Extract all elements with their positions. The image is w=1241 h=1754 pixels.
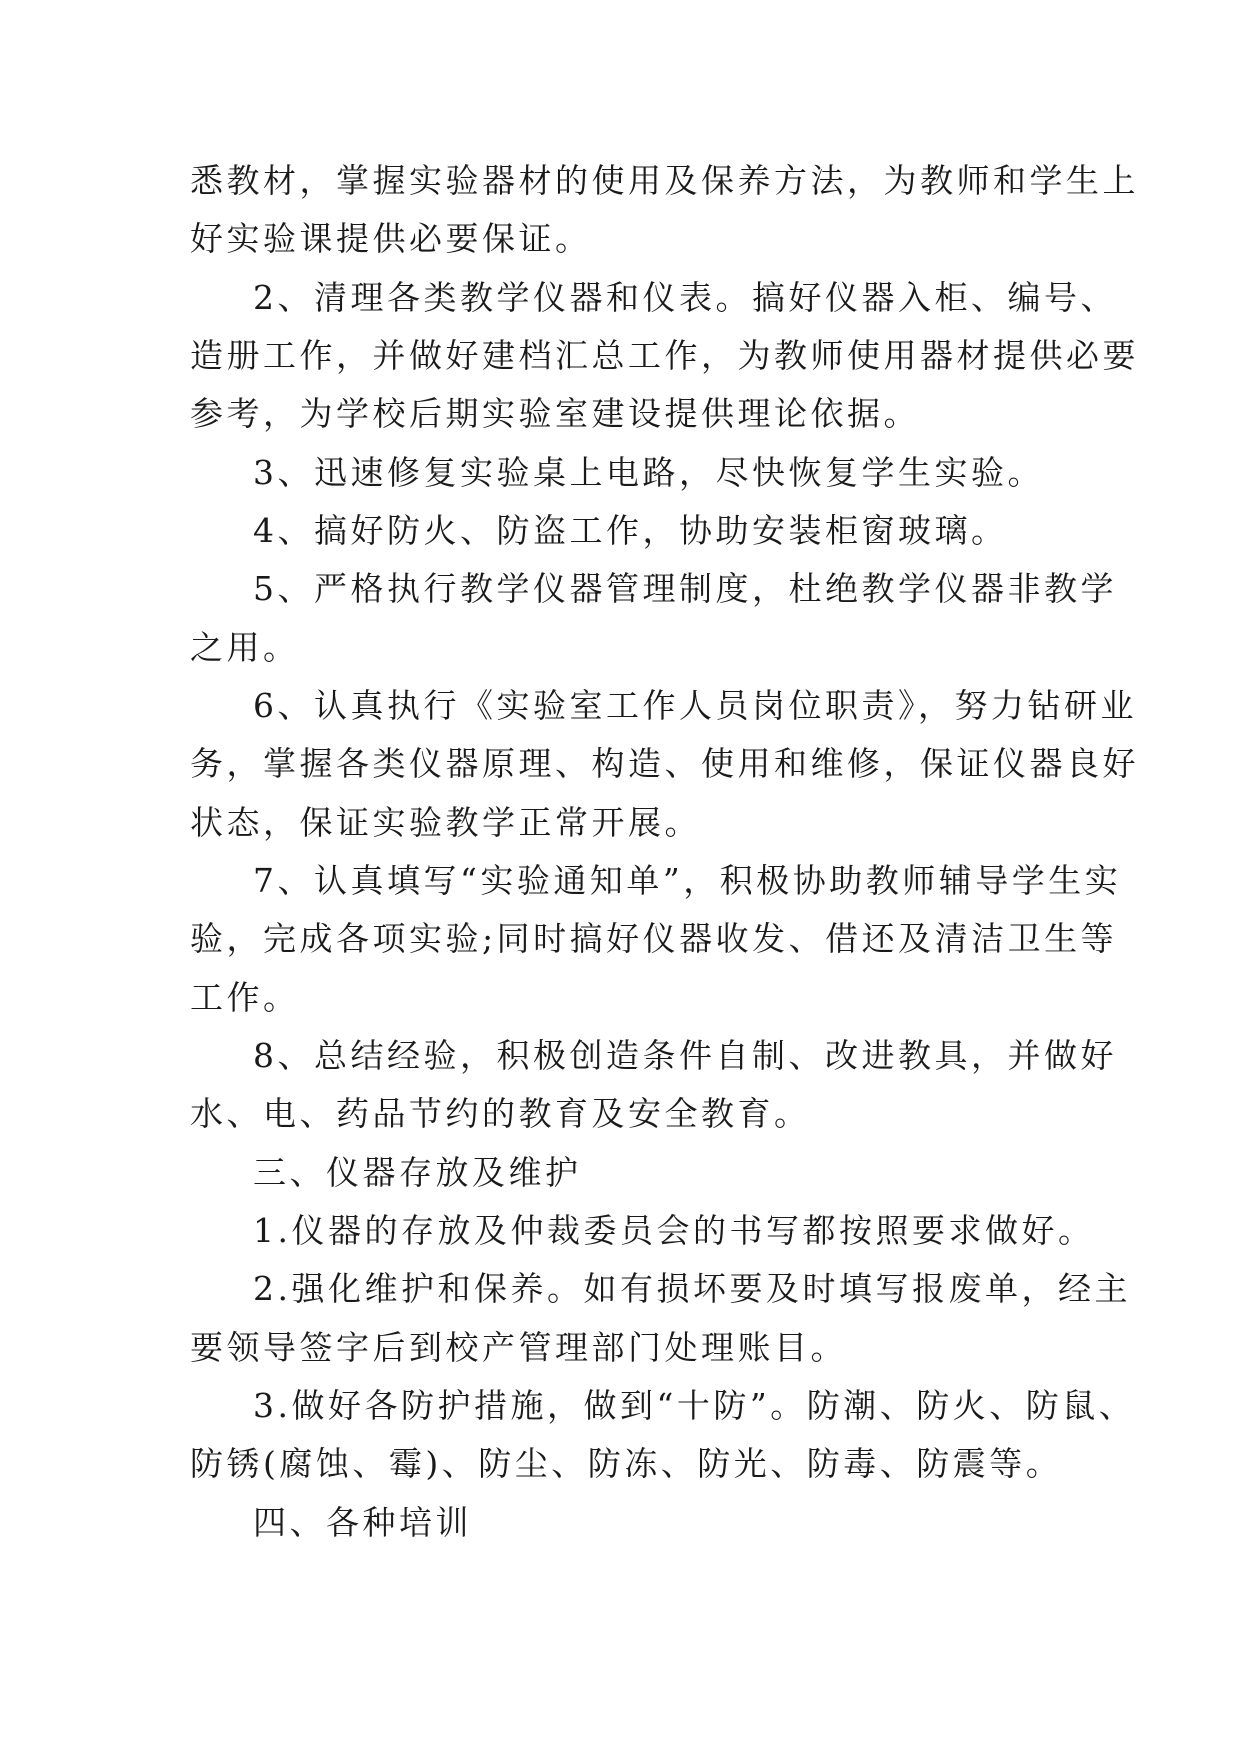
body-line: 状态，保证实验教学正常开展。 [190, 803, 701, 842]
body-line: 造册工作，并做好建档汇总工作，为教师使用器材提供必要 [190, 336, 1139, 375]
item-2-line: 2、清理各类教学仪器和仪表。搞好仪器入柜、编号、 [253, 278, 1117, 317]
body-line: 防锈(腐蚀、霉)、防尘、防冻、防光、防毒、防震等。 [190, 1444, 1063, 1483]
body-line: 要领导签字后到校产管理部门处理账目。 [190, 1328, 847, 1367]
sub-item-1-line: 1.仪器的存放及仲裁委员会的书写都按照要求做好。 [253, 1211, 1095, 1250]
body-line: 工作。 [190, 978, 300, 1017]
body-line: 水、电、药品节约的教育及安全教育。 [190, 1094, 811, 1133]
body-line: 之用。 [190, 628, 300, 667]
section-heading-3: 三、仪器存放及维护 [253, 1153, 582, 1192]
item-5-line: 5、严格执行教学仪器管理制度，杜绝教学仪器非教学 [253, 569, 1117, 608]
item-8-line: 8、总结经验，积极创造条件自制、改进教具，并做好 [253, 1036, 1117, 1075]
item-6-line: 6、认真执行《实验室工作人员岗位职责》，努力钻研业 [253, 686, 1137, 725]
body-line: 务，掌握各类仪器原理、构造、使用和维修，保证仪器良好 [190, 744, 1139, 783]
item-4-line: 4、搞好防火、防盗工作，协助安装柜窗玻璃。 [253, 511, 1008, 550]
body-line: 悉教材，掌握实验器材的使用及保养方法，为教师和学生上 [190, 161, 1139, 200]
item-7-line: 7、认真填写“实验通知单”，积极协助教师辅导学生实 [253, 861, 1122, 900]
body-line: 参考，为学校后期实验室建设提供理论依据。 [190, 394, 920, 433]
sub-item-2-line: 2.强化维护和保养。如有损坏要及时填写报废单，经主 [253, 1269, 1131, 1308]
item-3-line: 3、迅速修复实验桌上电路，尽快恢复学生实验。 [253, 453, 1044, 492]
section-heading-4: 四、各种培训 [253, 1503, 472, 1542]
body-line: 验，完成各项实验;同时搞好仪器收发、借还及清洁卫生等 [190, 919, 1118, 958]
body-line: 好实验课提供必要保证。 [190, 219, 592, 258]
sub-item-3-line: 3.做好各防护措施，做到“十防”。防潮、防火、防鼠、 [253, 1386, 1136, 1425]
